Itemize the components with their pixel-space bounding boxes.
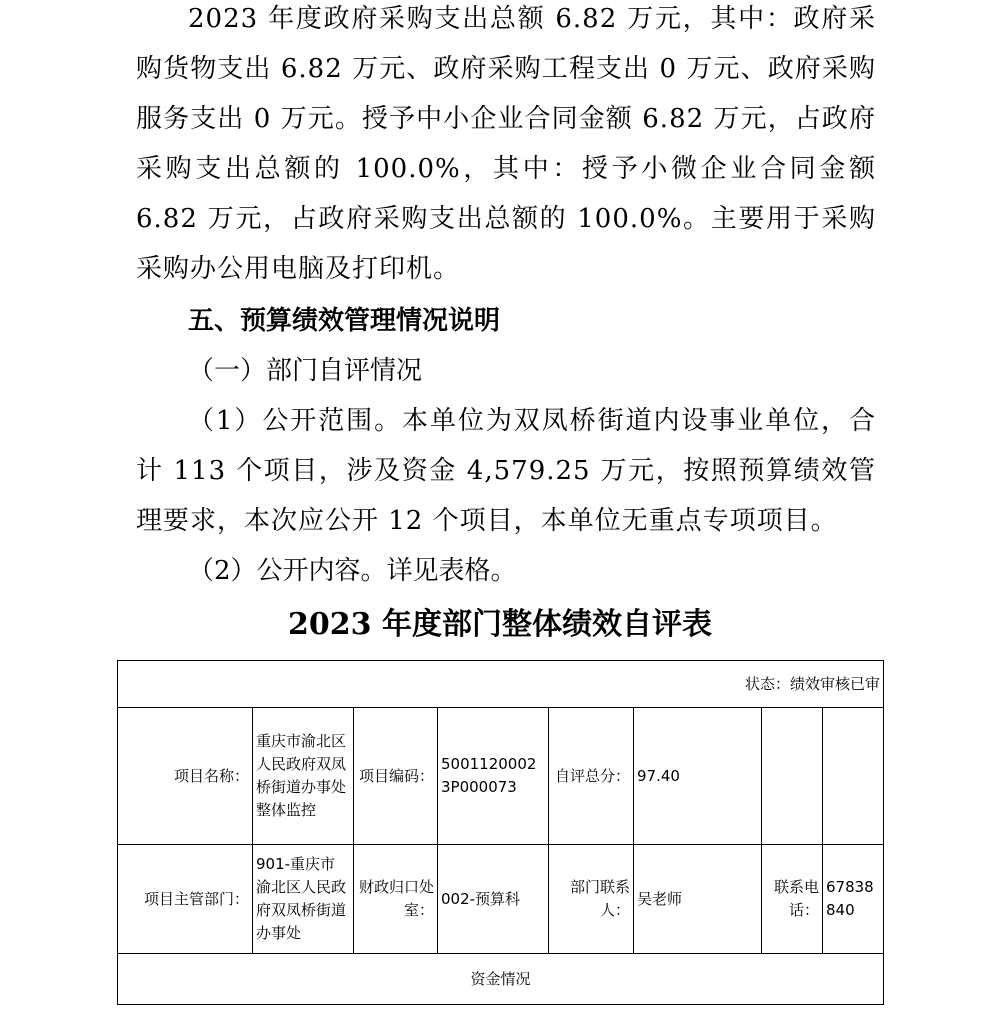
empty-cell [823,708,884,845]
finance-office-value: 002-预算科 [438,845,549,954]
table-title: 2023 年度部门整体绩效自评表 [288,607,712,642]
phone-label: 联系电话： [762,845,823,954]
dept-contact-value: 吴老师 [634,845,762,954]
empty-cell [762,708,823,845]
performance-evaluation-table [117,660,884,1005]
self-score-label: 自评总分： [549,708,634,845]
project-name-value: 重庆市渝北区人民政府双凤桥街道办事处整体监控 [253,708,354,845]
section-heading-performance: 五、预算绩效管理情况说明 [188,306,501,336]
phone-value: 67838840 [823,845,884,954]
funds-section-header: 资金情况 [118,954,884,1005]
project-code-value: 50011200023P000073 [438,708,549,845]
managing-dept-value: 901-重庆市渝北区人民政府双凤桥街道办事处 [253,845,354,954]
paragraph-procurement: 2023 年度政府采购支出总额 6.82 万元，其中：政府采购货物支出 6.82 万元、政府采购工程支出 0 万元、政府采购服务支出 0 万元。授予中小企业合同金额 6.82 万元，占政府采购支出总额的 100.0%，其中：授予小微企业合同金额 6.82 万元，占政府采购支出总额的 100.0%。主要用于采购采购办公用电脑及打印机。 [136,4,876,284]
status-cell: 状态：绩效审核已审 [118,661,884,708]
managing-dept-label: 项目主管部门： [118,845,253,954]
project-name-label: 项目名称： [118,708,253,845]
finance-office-label: 财政归口处室： [354,845,438,954]
dept-contact-label: 部门联系人： [549,845,634,954]
project-code-label: 项目编码： [354,708,438,845]
paragraph-disclosure-scope: （1）公开范围。本单位为双凤桥街道内设事业单位，合计 113 个项目，涉及资金 4,579.25 万元，按照预算绩效管理要求，本次应公开 12 个项目，本单位无重点专项项目。 [136,406,876,536]
paragraph-disclosure-content: （2）公开内容。详见表格。 [188,556,517,586]
self-score-value: 97.40 [634,708,762,845]
subheading-self-evaluation: （一）部门自评情况 [188,356,423,386]
